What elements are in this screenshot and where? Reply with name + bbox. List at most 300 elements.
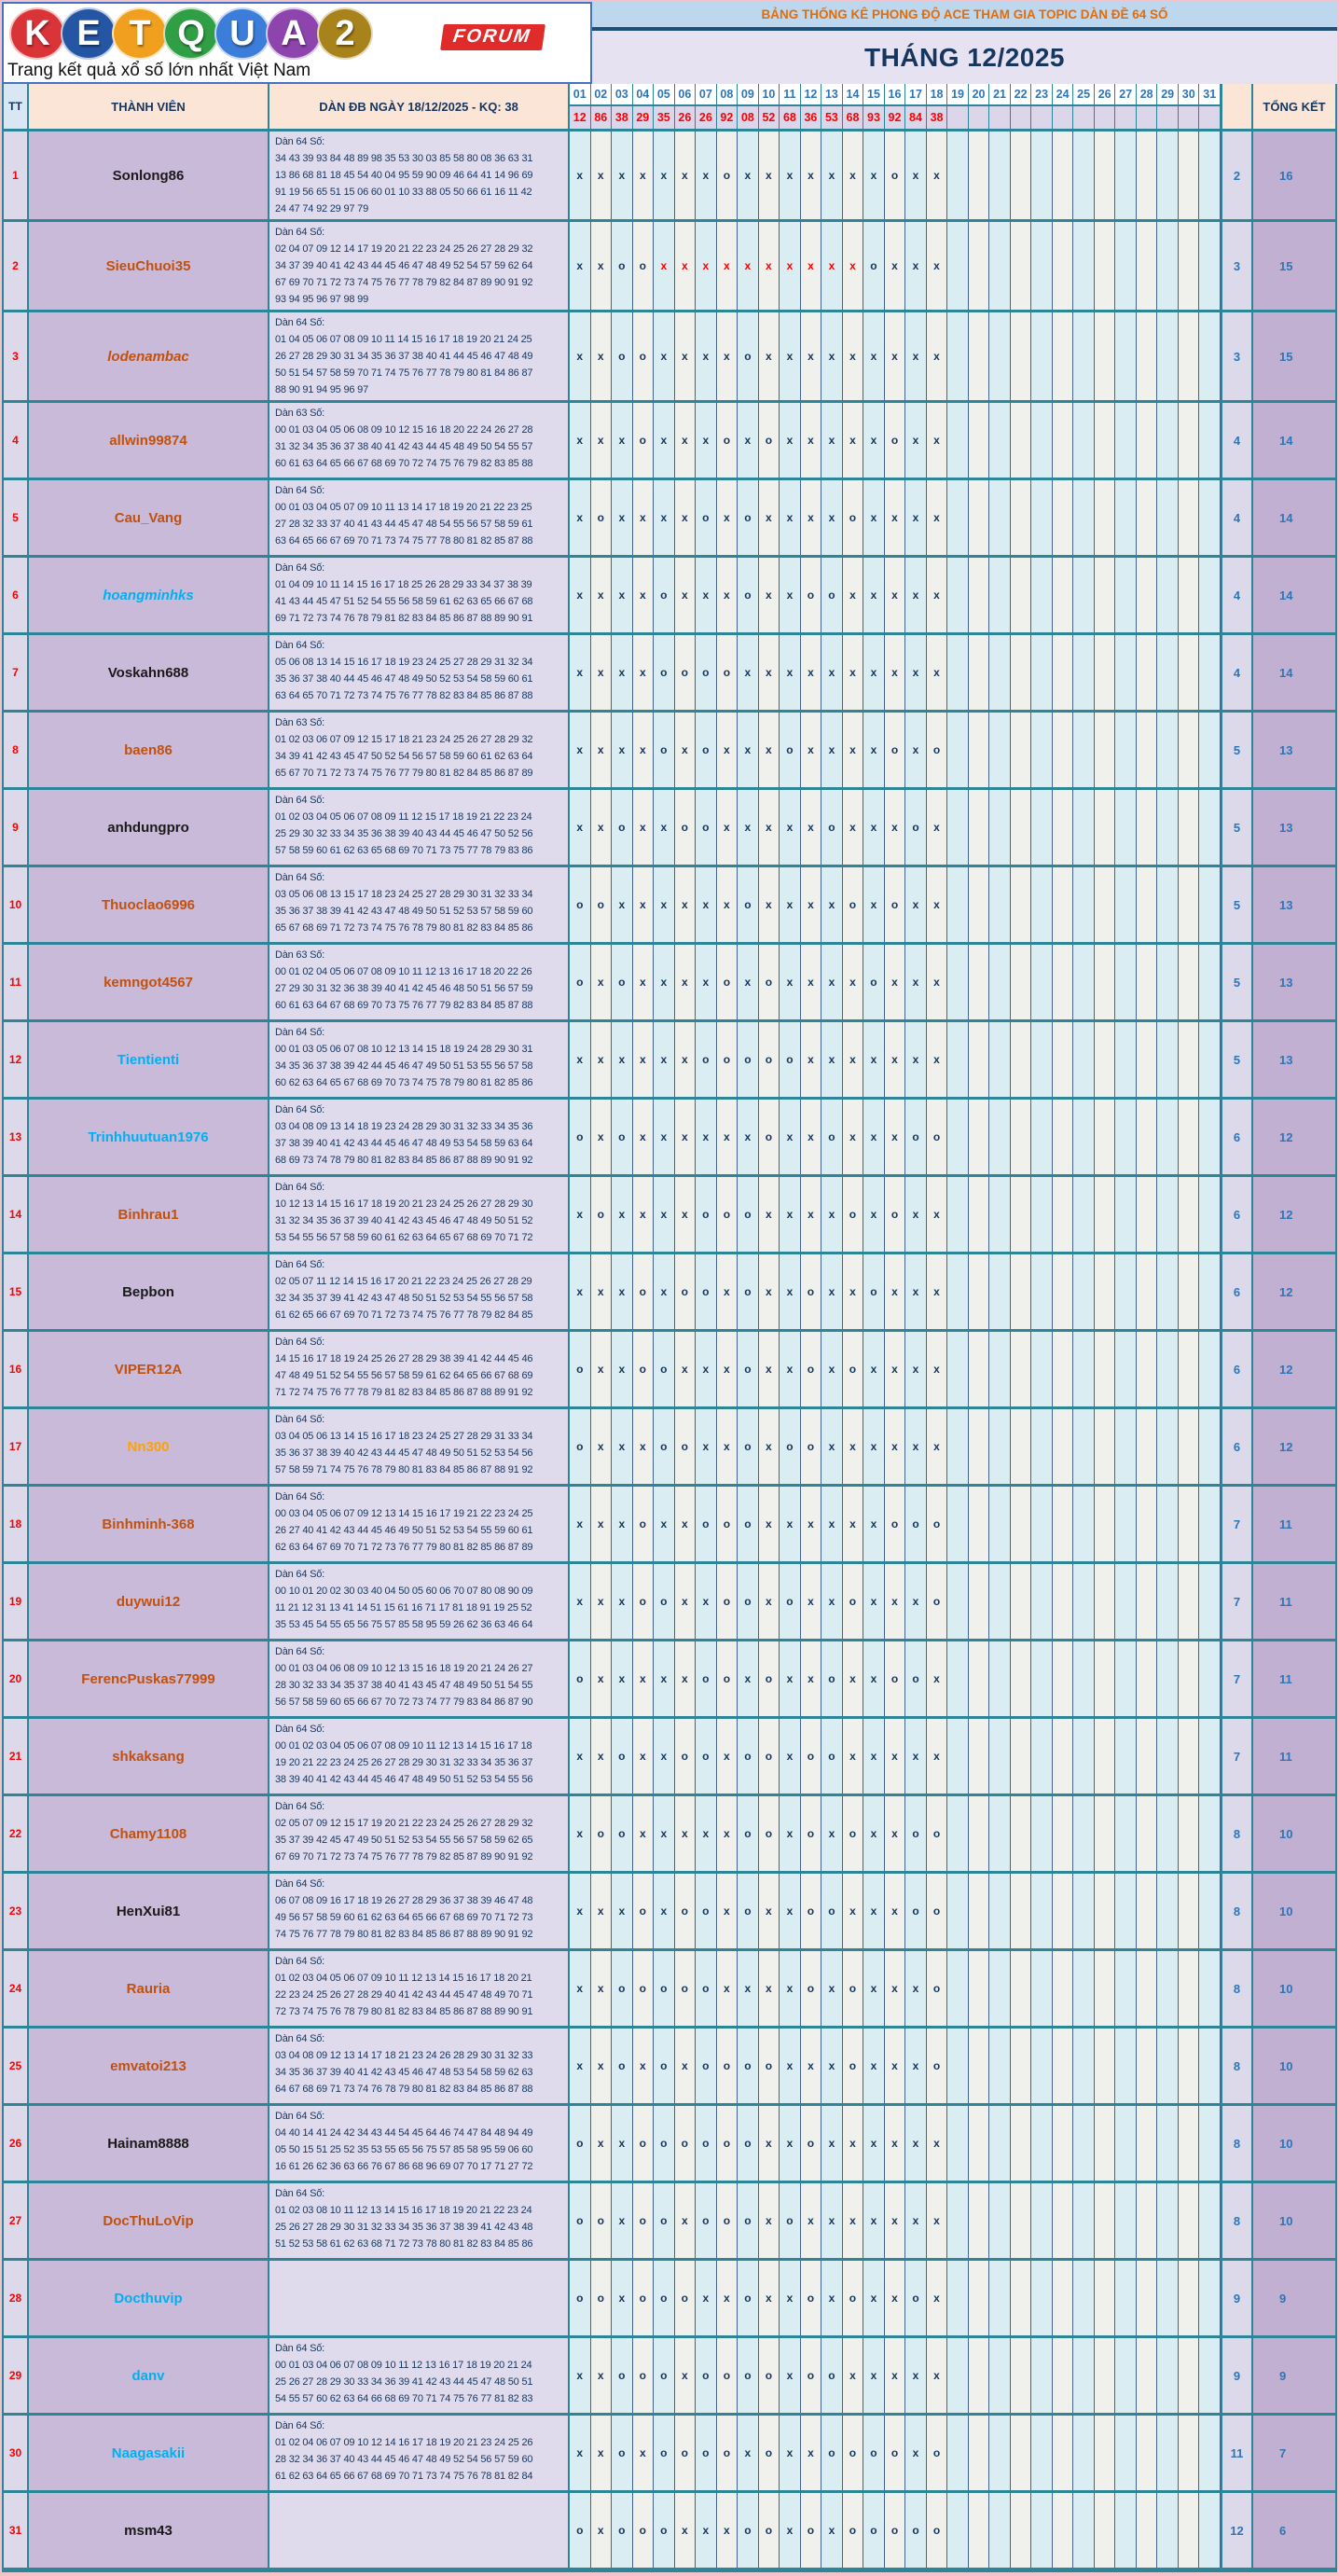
miss-mark: o xyxy=(786,1595,794,1608)
mark-cell xyxy=(591,2416,613,2490)
hit-mark: x xyxy=(766,898,772,911)
mark-cell xyxy=(633,312,655,400)
mark-cell xyxy=(591,635,613,710)
dan-number-line: 00 10 01 20 02 30 03 40 04 50 05 60 06 70 07 80 08 90 09 xyxy=(275,1586,533,1597)
hit-mark: x xyxy=(891,1285,898,1298)
hit-mark: x xyxy=(828,1208,835,1221)
miss-mark: o xyxy=(744,1208,752,1221)
day-marks xyxy=(570,1951,1222,2026)
hit-mark: x xyxy=(786,2446,794,2459)
dan-numbers xyxy=(269,1874,570,1948)
hit-mark: x xyxy=(912,2446,919,2459)
member-name-link[interactable]: anhdungpro xyxy=(107,819,189,836)
mark-cell xyxy=(654,1719,675,1794)
mark-cell xyxy=(1199,1332,1221,1406)
mark-cell xyxy=(1053,222,1074,310)
hit-mark: x xyxy=(870,2369,877,2382)
member-name-link[interactable]: Naagasakii xyxy=(111,2444,186,2461)
member-name-link[interactable]: msm43 xyxy=(124,2522,173,2539)
mark-cell xyxy=(1053,1332,1074,1406)
mark-cell xyxy=(821,2183,843,2258)
miss-mark: o xyxy=(639,1285,646,1298)
mark-cell xyxy=(1053,2183,1074,2258)
mark-cell xyxy=(1073,945,1095,1019)
day-result-cell: 08 xyxy=(738,106,759,129)
hit-mark: x xyxy=(639,589,646,602)
mark-cell xyxy=(717,713,739,787)
mark-cell xyxy=(1157,2029,1179,2103)
day-result-cell: 38 xyxy=(612,106,633,129)
mark-cell xyxy=(969,1409,990,1484)
mark-cell xyxy=(1095,1254,1116,1329)
mark-cell xyxy=(696,1254,717,1329)
mark-cell xyxy=(591,558,613,632)
dan-number-line: 00 01 03 05 06 07 08 10 12 13 14 15 18 19 24 28 29 30 31 xyxy=(275,1044,533,1055)
mark-cell xyxy=(570,2029,591,2103)
mark-cell xyxy=(591,1951,613,2026)
mark-cell xyxy=(1115,1796,1137,1871)
mark-cell xyxy=(1095,1487,1116,1561)
day-header-cell: 28 xyxy=(1137,84,1158,106)
mark-cell xyxy=(969,1177,990,1252)
mark-cell xyxy=(905,403,927,478)
mark-cell xyxy=(885,713,906,787)
hit-mark: x xyxy=(724,350,730,363)
member-name-link[interactable]: Nn300 xyxy=(127,1438,170,1455)
mark-cell xyxy=(738,312,759,400)
member-row xyxy=(4,1100,1335,1177)
hit-mark: x xyxy=(808,434,814,447)
mark-cell xyxy=(759,480,780,555)
hit-mark: x xyxy=(912,1285,919,1298)
mark-cell xyxy=(591,1641,613,1716)
dan-number-line: 35 37 39 42 45 47 49 50 51 52 53 54 55 56 57 58 59 62 65 xyxy=(275,1835,533,1846)
mark-cell xyxy=(969,713,990,787)
mark-cell xyxy=(759,1796,780,1871)
hit-mark: x xyxy=(849,666,856,679)
mark-cell xyxy=(675,132,697,219)
day-result-cell: 26 xyxy=(675,106,697,129)
hit-mark: x xyxy=(849,1517,856,1530)
hit-mark: x xyxy=(766,259,772,272)
mark-cell xyxy=(885,1951,906,2026)
miss-mark: o xyxy=(912,1672,919,1685)
hit-mark: x xyxy=(576,1750,584,1763)
mark-cell xyxy=(1199,403,1221,478)
hit-mark: x xyxy=(766,511,772,524)
member-name-link[interactable]: Chamy1108 xyxy=(109,1825,187,1842)
hit-mark: x xyxy=(808,2059,814,2072)
mark-cell xyxy=(1157,1409,1179,1484)
mark-cell xyxy=(654,1254,675,1329)
hit-mark: x xyxy=(702,259,710,272)
mark-cell xyxy=(821,2261,843,2335)
mark-cell xyxy=(696,1100,717,1174)
mark-cell xyxy=(1011,1100,1032,1174)
hit-mark: x xyxy=(912,743,919,756)
mark-cell xyxy=(570,132,591,219)
member-cell xyxy=(29,1796,269,1871)
tt-cell: 21 xyxy=(4,1719,29,1794)
member-name-link[interactable]: Hainam8888 xyxy=(107,2135,189,2152)
mark-cell xyxy=(1031,1641,1053,1716)
day-header-cell: 09 xyxy=(738,84,759,106)
hit-mark: x xyxy=(618,169,626,182)
hit-mark: x xyxy=(933,821,940,834)
miss-mark: o xyxy=(870,1285,877,1298)
total-hit-cell: 6 xyxy=(1253,2493,1335,2568)
mark-cell xyxy=(612,403,633,478)
mark-cell xyxy=(947,1409,969,1484)
hit-mark: x xyxy=(933,511,940,524)
member-name-link[interactable]: Trinhhuutuan1976 xyxy=(88,1129,209,1145)
mark-cell xyxy=(801,945,822,1019)
logo-letters xyxy=(9,7,368,60)
hit-mark: x xyxy=(912,511,919,524)
hit-mark: x xyxy=(849,2369,856,2382)
dan-number-line: Dàn 64 Số: xyxy=(275,640,325,651)
dan-number-line: 69 71 72 73 74 76 78 79 81 82 83 84 85 86 87 88 89 90 91 xyxy=(275,613,533,624)
member-name-link[interactable]: Bepbon xyxy=(122,1283,174,1300)
hit-mark: x xyxy=(724,1904,730,1918)
miss-mark: o xyxy=(765,2059,773,2072)
hit-mark: x xyxy=(933,2292,940,2305)
dan-number-line: 50 51 54 57 58 59 70 71 74 75 76 77 78 79 80 81 84 86 87 xyxy=(275,367,533,379)
day-result-cell xyxy=(1011,106,1032,129)
mark-cell xyxy=(633,790,655,865)
dan-number-line: 34 35 36 37 38 39 42 44 45 46 47 49 50 51 53 55 56 57 58 xyxy=(275,1060,533,1072)
member-name-link[interactable]: HenXui81 xyxy=(116,1903,181,1919)
mark-cell xyxy=(696,2106,717,2181)
miss-mark: o xyxy=(723,1595,731,1608)
hit-mark: x xyxy=(702,1130,710,1143)
hit-mark: x xyxy=(597,2369,604,2382)
miss-mark: o xyxy=(807,1440,815,1453)
day-marks xyxy=(570,222,1222,310)
hit-mark: x xyxy=(639,2446,646,2459)
hit-mark: x xyxy=(576,1827,584,1840)
mark-cell xyxy=(821,1874,843,1948)
total-hit-cell: 10 xyxy=(1253,1796,1335,1871)
mark-cell xyxy=(905,2338,927,2413)
mark-cell xyxy=(821,2416,843,2490)
member-cell xyxy=(29,132,269,219)
member-name-link[interactable]: emvatoi213 xyxy=(110,2057,186,2074)
mark-cell xyxy=(843,2338,864,2413)
hit-mark: x xyxy=(870,1517,877,1530)
mark-cell xyxy=(927,2338,948,2413)
member-name-link[interactable]: lodenambac xyxy=(107,348,189,365)
table-header-row xyxy=(4,84,1335,132)
hit-mark: x xyxy=(912,589,919,602)
miss-mark: o xyxy=(660,1982,668,1995)
miss-mark: o xyxy=(744,2059,752,2072)
member-name-link[interactable]: danv xyxy=(131,2367,165,2384)
member-name-link[interactable]: kemngot4567 xyxy=(104,974,193,990)
dan-number-line: Dàn 64 Số: xyxy=(275,1569,325,1580)
miss-mark: o xyxy=(744,350,752,363)
dan-numbers xyxy=(269,2106,570,2181)
dan-number-line: 03 04 05 06 13 14 15 16 17 18 23 24 25 27 28 29 31 33 34 xyxy=(275,1431,533,1442)
mark-cell xyxy=(821,1719,843,1794)
miss-mark: o xyxy=(597,2214,604,2227)
mark-cell xyxy=(696,2493,717,2568)
hit-mark: x xyxy=(576,589,584,602)
member-name-link[interactable]: FerencPuskas77999 xyxy=(81,1670,215,1687)
total-miss-cell: 7 xyxy=(1222,1564,1253,1639)
mark-cell xyxy=(1199,1487,1221,1561)
member-name-link[interactable]: Cau_Vang xyxy=(114,509,183,526)
mark-cell xyxy=(843,558,864,632)
miss-mark: o xyxy=(932,1982,941,1995)
mark-cell xyxy=(905,222,927,310)
site-tagline: Trang kết quả xổ số lớn nhất Việt Nam xyxy=(7,61,311,80)
total-miss-cell: 7 xyxy=(1222,1487,1253,1561)
mark-cell xyxy=(969,480,990,555)
mark-cell xyxy=(1137,403,1158,478)
member-name-link[interactable]: DocThuLoVip xyxy=(103,2212,194,2229)
member-name-link[interactable]: Binhrau1 xyxy=(117,1206,179,1223)
dan-number-line: Dàn 64 Số: xyxy=(275,2188,325,2199)
member-row xyxy=(4,558,1335,635)
hit-mark: x xyxy=(618,1517,626,1530)
mark-cell xyxy=(738,1874,759,1948)
mark-cell xyxy=(1095,558,1116,632)
dan-number-line: 00 01 03 04 06 08 09 10 12 13 15 16 18 19 20 21 24 26 27 xyxy=(275,1663,533,1674)
mark-cell xyxy=(1073,1254,1095,1329)
mark-cell xyxy=(591,1487,613,1561)
mark-cell xyxy=(1095,222,1116,310)
miss-mark: o xyxy=(681,1440,688,1453)
mark-cell xyxy=(654,2029,675,2103)
mark-cell xyxy=(863,1254,885,1329)
mark-cell xyxy=(989,867,1011,942)
hit-mark: x xyxy=(576,434,584,447)
mark-cell xyxy=(759,403,780,478)
member-name-link[interactable]: Tientienti xyxy=(117,1051,180,1068)
mark-cell xyxy=(927,1487,948,1561)
total-miss-cell: 8 xyxy=(1222,1951,1253,2026)
member-name-link[interactable]: VIPER12A xyxy=(114,1361,183,1378)
dan-numbers xyxy=(269,1254,570,1329)
member-name-link[interactable]: Sonlong86 xyxy=(112,167,185,184)
mark-cell xyxy=(843,867,864,942)
miss-mark: o xyxy=(618,2059,626,2072)
mark-cell xyxy=(717,1332,739,1406)
mark-cell xyxy=(1199,1022,1221,1097)
mark-cell xyxy=(1011,1796,1032,1871)
dan-number-line: 01 02 03 04 05 06 07 08 09 11 12 15 17 18 19 21 22 23 24 xyxy=(275,811,532,823)
hit-mark: x xyxy=(870,1053,877,1066)
mark-cell xyxy=(969,2029,990,2103)
hit-mark: x xyxy=(933,1672,940,1685)
mark-cell xyxy=(675,1254,697,1329)
total-hit-cell: 16 xyxy=(1253,132,1335,219)
hit-mark: x xyxy=(912,2137,919,2150)
dan-number-line: Dàn 64 Số: xyxy=(275,2420,325,2431)
dan-numbers xyxy=(269,1564,570,1639)
mark-cell xyxy=(759,2261,780,2335)
member-name-link[interactable]: Binhminh-368 xyxy=(102,1516,195,1532)
hit-mark: x xyxy=(639,666,646,679)
mark-cell xyxy=(969,1641,990,1716)
site-logo[interactable] xyxy=(2,2,592,84)
mark-cell xyxy=(780,945,801,1019)
tt-cell: 26 xyxy=(4,2106,29,2181)
mark-cell xyxy=(1011,1719,1032,1794)
day-result-cell xyxy=(1115,106,1137,129)
member-name-link[interactable]: hoangminhks xyxy=(103,587,194,603)
miss-mark: o xyxy=(618,1750,626,1763)
mark-cell xyxy=(1031,1719,1053,1794)
mark-cell xyxy=(738,2106,759,2181)
dan-number-line: 03 05 06 08 13 15 17 18 23 24 25 27 28 29 30 31 32 33 34 xyxy=(275,889,533,900)
mark-cell xyxy=(905,1100,927,1174)
hit-mark: x xyxy=(849,1904,856,1918)
mark-cell xyxy=(989,1487,1011,1561)
mark-cell xyxy=(717,1254,739,1329)
member-name-link[interactable]: Thuoclao6996 xyxy=(101,896,196,913)
mark-cell xyxy=(1011,2106,1032,2181)
hit-mark: x xyxy=(933,1750,940,1763)
hit-mark: x xyxy=(597,1363,604,1376)
mark-cell xyxy=(1115,1487,1137,1561)
total-hit-cell: 13 xyxy=(1253,1022,1335,1097)
mark-cell xyxy=(738,1487,759,1561)
mark-cell xyxy=(1179,222,1200,310)
mark-cell xyxy=(885,2183,906,2258)
hit-mark: x xyxy=(576,821,584,834)
member-name-link[interactable]: allwin99874 xyxy=(109,432,187,449)
mark-cell xyxy=(591,1874,613,1948)
mark-cell xyxy=(905,635,927,710)
hit-mark: x xyxy=(576,511,584,524)
mark-cell xyxy=(738,2029,759,2103)
mark-cell xyxy=(570,867,591,942)
member-name-link[interactable]: SieuChuoi35 xyxy=(105,257,191,274)
mark-cell xyxy=(570,2183,591,2258)
mark-cell xyxy=(969,867,990,942)
mark-cell xyxy=(1137,2029,1158,2103)
mark-cell xyxy=(591,2493,613,2568)
mark-cell xyxy=(863,2261,885,2335)
miss-mark: o xyxy=(660,589,668,602)
hit-mark: x xyxy=(660,1285,668,1298)
mark-cell xyxy=(905,1564,927,1639)
mark-cell xyxy=(570,1254,591,1329)
hit-mark: x xyxy=(891,1982,898,1995)
member-name-link[interactable]: Docthuvip xyxy=(114,2290,183,2306)
total-hit-cell: 9 xyxy=(1253,2261,1335,2335)
day-marks xyxy=(570,1487,1222,1561)
member-name-link[interactable]: baen86 xyxy=(124,741,173,758)
mark-cell xyxy=(801,1022,822,1097)
day-result-cell xyxy=(969,106,990,129)
dan-number-line: 31 32 34 35 36 37 38 40 41 42 43 44 45 48 49 50 54 55 57 xyxy=(275,441,533,452)
hit-mark: x xyxy=(933,898,940,911)
mark-cell xyxy=(1199,2261,1221,2335)
hit-mark: x xyxy=(849,1750,856,1763)
mark-cell xyxy=(696,1796,717,1871)
mark-cell xyxy=(759,1332,780,1406)
hit-mark: x xyxy=(576,666,584,679)
hit-mark: x xyxy=(618,1363,626,1376)
mark-cell xyxy=(905,312,927,400)
mark-cell xyxy=(1095,2029,1116,2103)
logo-letter-A: A xyxy=(266,7,322,60)
miss-mark: o xyxy=(702,511,710,524)
dan-number-line: 24 47 74 92 29 97 79 xyxy=(275,203,368,215)
hit-mark: x xyxy=(766,743,772,756)
mark-cell xyxy=(591,1409,613,1484)
hit-mark: x xyxy=(912,666,919,679)
mark-cell xyxy=(738,2416,759,2490)
day-result-cell: 53 xyxy=(821,106,843,129)
mark-cell xyxy=(801,132,822,219)
miss-mark: o xyxy=(660,2137,668,2150)
mark-cell xyxy=(905,2029,927,2103)
hit-mark: x xyxy=(576,2059,584,2072)
mark-cell xyxy=(989,2416,1011,2490)
day-marks xyxy=(570,945,1222,1019)
mark-cell xyxy=(1137,1100,1158,1174)
mark-cell xyxy=(738,713,759,787)
hit-mark: x xyxy=(766,2214,772,2227)
day-result-cell: 84 xyxy=(905,106,927,129)
dan-number-line: 00 03 04 05 06 07 09 12 13 14 15 16 17 19 21 22 23 24 25 xyxy=(275,1508,533,1519)
mark-cell xyxy=(947,1951,969,2026)
hit-mark: x xyxy=(891,976,898,989)
hit-mark: x xyxy=(576,259,584,272)
mark-cell xyxy=(927,1564,948,1639)
mark-cell xyxy=(738,1100,759,1174)
mark-cell xyxy=(654,1951,675,2026)
member-row xyxy=(4,1719,1335,1796)
day-marks xyxy=(570,867,1222,942)
member-row xyxy=(4,2338,1335,2416)
day-result-cell xyxy=(1157,106,1179,129)
member-name-link[interactable]: shkaksang xyxy=(112,1748,185,1765)
member-name-link[interactable]: Voskahn688 xyxy=(107,664,189,681)
page-bottom-margin xyxy=(2,2572,1337,2576)
miss-mark: o xyxy=(744,1440,752,1453)
mark-cell xyxy=(1053,2106,1074,2181)
hit-mark: x xyxy=(639,1130,646,1143)
mark-cell xyxy=(905,1951,927,2026)
mark-cell xyxy=(969,635,990,710)
dan-number-line: 72 73 74 75 76 78 79 80 81 82 83 84 85 86 87 88 89 90 91 xyxy=(275,2006,533,2017)
total-hit-cell: 10 xyxy=(1253,2106,1335,2181)
member-row xyxy=(4,1022,1335,1100)
mark-cell xyxy=(885,867,906,942)
mark-cell xyxy=(1031,790,1053,865)
mark-cell xyxy=(1011,790,1032,865)
member-name-link[interactable]: Rauria xyxy=(126,1980,171,1997)
hit-mark: x xyxy=(639,1053,646,1066)
mark-cell xyxy=(821,635,843,710)
mark-cell xyxy=(591,222,613,310)
mark-cell xyxy=(696,1409,717,1484)
miss-mark: o xyxy=(660,1595,668,1608)
hit-mark: x xyxy=(702,1363,710,1376)
member-row xyxy=(4,2493,1335,2570)
member-name-link[interactable]: duywui12 xyxy=(116,1593,181,1610)
mark-cell xyxy=(1031,2106,1053,2181)
mark-cell xyxy=(633,558,655,632)
mark-cell xyxy=(738,558,759,632)
dan-number-line: 71 72 74 75 76 77 78 79 81 82 83 84 85 86 87 88 89 91 92 xyxy=(275,1387,533,1398)
mark-cell xyxy=(927,1100,948,1174)
